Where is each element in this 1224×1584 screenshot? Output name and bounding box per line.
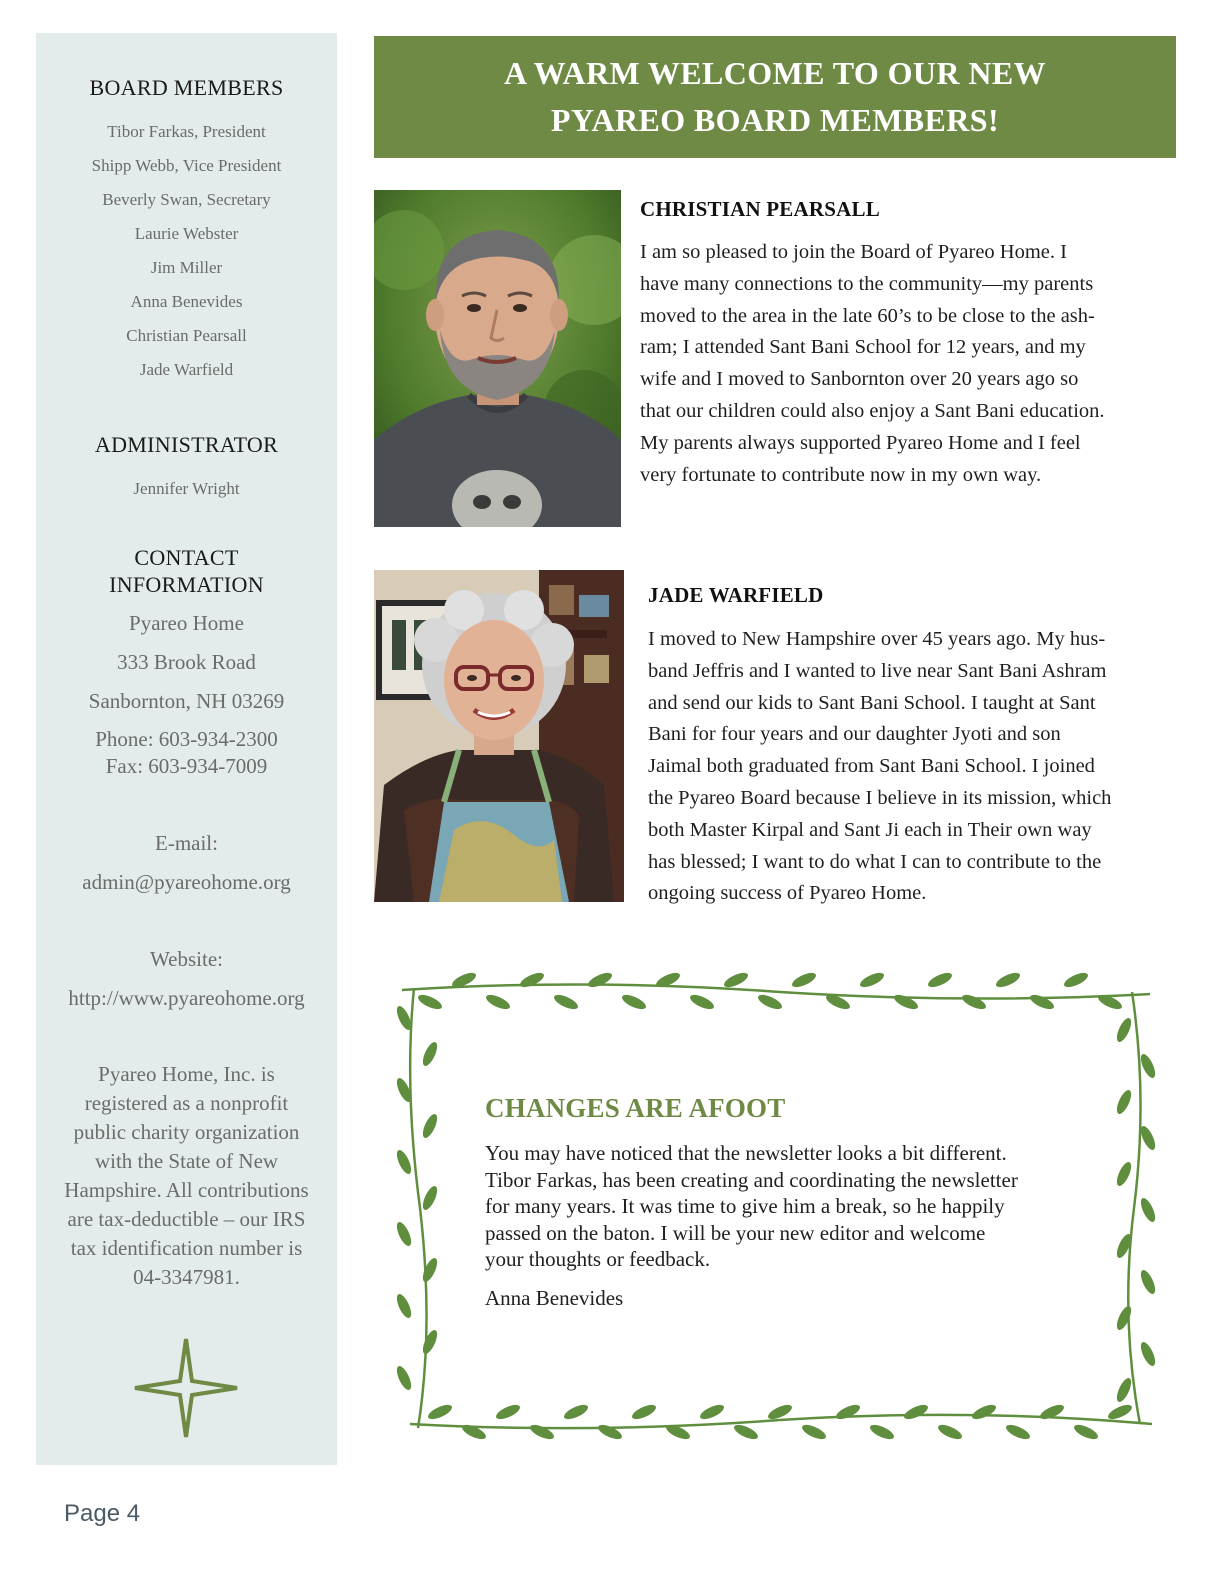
vine-leaf	[586, 970, 614, 990]
administrator-heading: ADMINISTRATOR	[94, 432, 279, 457]
board-member: Jim Miller	[150, 258, 223, 277]
vine-leaf	[420, 1328, 440, 1356]
vine-leaf	[1072, 1422, 1100, 1442]
changes-title: CHANGES ARE AFOOT	[485, 1093, 786, 1123]
changes-line: passed on the baton. I will be your new editor and welcome	[485, 1220, 986, 1245]
board-member: Shipp Webb, Vice President	[91, 156, 282, 175]
vine-leaf	[394, 1364, 414, 1392]
bio-line: has blessed; I want to do what I can to contribute to the	[648, 850, 1102, 873]
bio-line: and send our kids to Sant Bani School. I taught at Sant	[648, 691, 1096, 714]
bio-line: I moved to New Hampshire over 45 years ago. My hus-	[648, 628, 1106, 650]
changes-line: your thoughts or feedback.	[485, 1247, 711, 1271]
vine-leaf	[1028, 992, 1056, 1012]
administrator-name: Jennifer Wright	[133, 479, 240, 498]
vine-leaf	[518, 970, 546, 990]
bio-line: band Jeffris and I wanted to live near Sant Bani Ashram	[648, 659, 1107, 682]
vine-leaf	[790, 970, 818, 990]
board-members-list	[36, 115, 337, 387]
vine-leaf	[420, 1256, 440, 1284]
vine-leaf	[902, 1402, 930, 1422]
bio-line: the Pyareo Board because I believe in its mission, which	[648, 786, 1112, 809]
vine-leaf	[892, 992, 920, 1012]
vine-leaf	[394, 1292, 414, 1320]
bio-line: Jaimal both graduated from Sant Bani School. I joined	[648, 755, 1095, 778]
board-member: Laurie Webster	[134, 224, 239, 243]
vine-leaf	[722, 970, 750, 990]
contact-heading-line: CONTACT	[134, 545, 239, 570]
vine-leaf	[494, 1402, 522, 1422]
vine-leaf	[800, 1422, 828, 1442]
vine-leaf	[562, 1402, 590, 1422]
member-bio	[640, 237, 1180, 491]
board-member: Tibor Farkas, President	[107, 122, 266, 141]
bio-line: wife and I moved to Sanbornton over 20 years ago so	[640, 368, 1079, 391]
bio-line: Bani for four years and our daughter Jyoti and son	[648, 723, 1061, 746]
vine-leaf	[394, 1220, 414, 1248]
nonprofit-note-line: public charity organization	[73, 1120, 300, 1144]
vine-leaf	[756, 992, 784, 1012]
vine-leaf	[420, 1040, 440, 1068]
vine-leaf	[620, 992, 648, 1012]
bio-line: very fortunate to contribute now in my own way.	[640, 463, 1042, 486]
vine-leaf	[1114, 1376, 1134, 1404]
member-name: JADE WARFIELD	[648, 583, 824, 607]
vine-leaf	[1114, 1016, 1134, 1044]
email-link[interactable]: admin@pyareohome.org	[82, 870, 291, 894]
nonprofit-note-line: tax identification number is	[70, 1236, 303, 1260]
website-link[interactable]: http://www.pyareohome.org	[68, 986, 305, 1010]
vine-leaf	[732, 1422, 760, 1442]
vine-leaf	[936, 1422, 964, 1442]
bio-line: moved to the area in the late 60’s to be close to the ash-	[640, 304, 1095, 327]
vine-leaf	[552, 992, 580, 1012]
vine-leaf	[698, 1402, 726, 1422]
board-member: Jade Warfield	[139, 360, 234, 379]
vine-leaf	[1114, 1304, 1134, 1332]
vine-leaf	[1062, 970, 1090, 990]
vine-leaf	[596, 1422, 624, 1442]
vine-leaf	[630, 1402, 658, 1422]
changes-line: You may have noticed that the newsletter looks a bit different.	[485, 1141, 1007, 1165]
vine-leaf	[834, 1402, 862, 1422]
website-label: Website:	[150, 947, 223, 971]
email-label: E-mail:	[155, 831, 218, 855]
contact-heading	[36, 544, 337, 598]
member-bio	[648, 624, 1188, 910]
banner-title-line: PYAREO BOARD MEMBERS!	[550, 102, 1000, 138]
bio-line: ongoing success of Pyareo Home.	[648, 882, 927, 905]
vine-leaf	[460, 1422, 488, 1442]
board-member: Beverly Swan, Secretary	[102, 190, 271, 209]
board-member: Christian Pearsall	[126, 326, 247, 345]
board-member: Anna Benevides	[130, 292, 243, 311]
welcome-banner	[374, 36, 1176, 158]
vine-leaf	[688, 992, 716, 1012]
bio-line: both Master Kirpal and Sant Ji each in Their own way	[648, 818, 1092, 841]
contact-heading-line: INFORMATION	[109, 572, 264, 597]
phone-number: Phone: 603-934-2300	[95, 727, 278, 751]
nonprofit-note-line: Pyareo Home, Inc. is	[98, 1062, 275, 1086]
vine-leaf	[1114, 1160, 1134, 1188]
nonprofit-note-line: are tax-deductible – our IRS	[67, 1207, 306, 1231]
vine-leaf	[1138, 1268, 1158, 1296]
vine-leaf	[1138, 1340, 1158, 1368]
nonprofit-note-line: registered as a nonprofit	[84, 1091, 289, 1115]
changes-line: for many years. It was time to give him a break, so he happily	[485, 1194, 1005, 1218]
vine-leaf	[394, 1148, 414, 1176]
vine-leaf	[858, 970, 886, 990]
vine-leaf	[420, 1112, 440, 1140]
bio-line: My parents always supported Pyareo Home and I feel	[640, 431, 1081, 454]
vine-leaf	[426, 1402, 454, 1422]
vine-leaf	[868, 1422, 896, 1442]
vine-leaf	[994, 970, 1022, 990]
fax-number: Fax: 603-934-7009	[105, 754, 268, 778]
nonprofit-note	[36, 1060, 337, 1292]
christian-pearsall-photo	[374, 190, 621, 527]
vine-leaf	[484, 992, 512, 1012]
vine-leaf	[1106, 1402, 1134, 1422]
page-number: Page 4	[64, 1500, 141, 1527]
vine-leaf	[960, 992, 988, 1012]
changes-line: Tibor Farkas, has been creating and coordinating the newsletter	[485, 1167, 1018, 1192]
bio-line: that our children could also enjoy a Sant Bani education.	[640, 399, 1105, 422]
changes-body	[485, 1140, 1085, 1273]
vine-leaf	[420, 1184, 440, 1212]
vine-leaf	[1114, 1088, 1134, 1116]
street-address: 333 Brook Road	[117, 650, 256, 674]
nonprofit-note-line: Hampshire. All contributions	[64, 1178, 309, 1202]
vine-leaf	[970, 1402, 998, 1422]
four-point-star-icon	[133, 1337, 239, 1439]
vine-leaf	[416, 992, 444, 1012]
member-name: CHRISTIAN PEARSALL	[640, 197, 880, 221]
nonprofit-note-line: 04-3347981.	[133, 1265, 240, 1289]
vine-leaf	[528, 1422, 556, 1442]
vine-leaf	[1004, 1422, 1032, 1442]
vine-leaf	[1138, 1196, 1158, 1224]
changes-signature: Anna Benevides	[485, 1286, 624, 1310]
org-name: Pyareo Home	[129, 611, 244, 635]
jade-warfield-photo	[374, 570, 624, 902]
vine-leaf	[926, 970, 954, 990]
nonprofit-note-line: with the State of New	[94, 1149, 279, 1173]
bio-line: have many connections to the community—my parents	[640, 272, 1094, 295]
bio-line: ram; I attended Sant Bani School for 12 years, and my	[640, 336, 1086, 359]
banner-title-line: A WARM WELCOME TO OUR NEW	[504, 55, 1046, 91]
bio-line: I am so pleased to join the Board of Pyareo Home. I	[640, 241, 1067, 263]
board-members-heading: BOARD MEMBERS	[89, 75, 284, 100]
sidebar	[36, 33, 337, 1465]
city-address: Sanbornton, NH 03269	[88, 689, 285, 713]
